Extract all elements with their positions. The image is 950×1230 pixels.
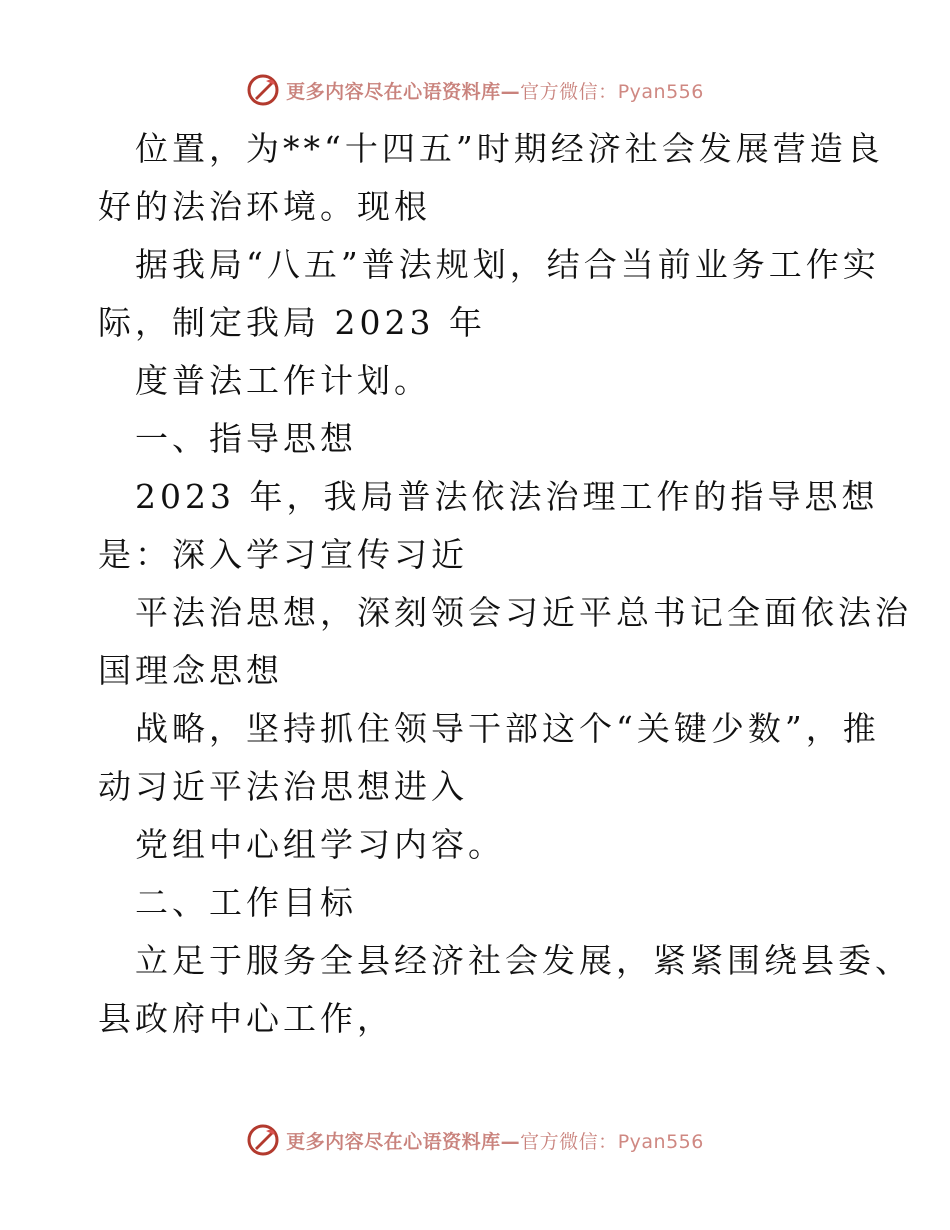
- section-heading: 一、指导思想: [135, 419, 357, 458]
- header-banner: [0, 70, 950, 110]
- body-line: 战略，坚持抓住领导干部这个“关键少数”，推: [135, 709, 880, 748]
- body-line: 据我局“八五”普法规划，结合当前业务工作实: [135, 245, 880, 284]
- banner-wechat-id: Pyan556: [617, 80, 704, 103]
- body-line: 动习近平法治思想进入: [98, 767, 468, 806]
- section-heading: 二、工作目标: [135, 883, 357, 922]
- body-line: 是：深入学习宣传习近: [98, 535, 468, 574]
- document-body: [98, 120, 912, 1048]
- banner-title: 更多内容尽在心语资料库: [286, 1130, 501, 1153]
- quill-logo-icon: [246, 1123, 280, 1157]
- body-line: 际，制定我局 2023 年: [98, 303, 486, 342]
- body-line: 度普法工作计划。: [135, 361, 431, 400]
- body-line: 平法治思想，深刻领会习近平总书记全面依法治: [135, 593, 912, 632]
- banner-wechat-id: Pyan556: [617, 1130, 704, 1153]
- body-line: 国理念思想: [98, 651, 283, 690]
- banner-dash: —: [500, 80, 521, 103]
- body-line: 立足于服务全县经济社会发展，紧紧围绕县委、: [135, 941, 912, 980]
- banner-wechat-label: 官方微信：: [520, 80, 618, 103]
- body-line: 党组中心组学习内容。: [135, 825, 505, 864]
- banner-wechat-label: 官方微信：: [520, 1130, 618, 1153]
- banner-dash: —: [500, 1130, 521, 1153]
- body-line: 好的法治环境。现根: [98, 187, 431, 226]
- banner-title: 更多内容尽在心语资料库: [286, 80, 501, 103]
- footer-banner: [0, 1120, 950, 1160]
- body-line: 2023 年，我局普法依法治理工作的指导思想: [135, 477, 879, 516]
- quill-logo-icon: [246, 73, 280, 107]
- body-line: 县政府中心工作，: [98, 999, 394, 1038]
- body-line: 位置，为**“十四五”时期经济社会发展营造良: [135, 129, 884, 168]
